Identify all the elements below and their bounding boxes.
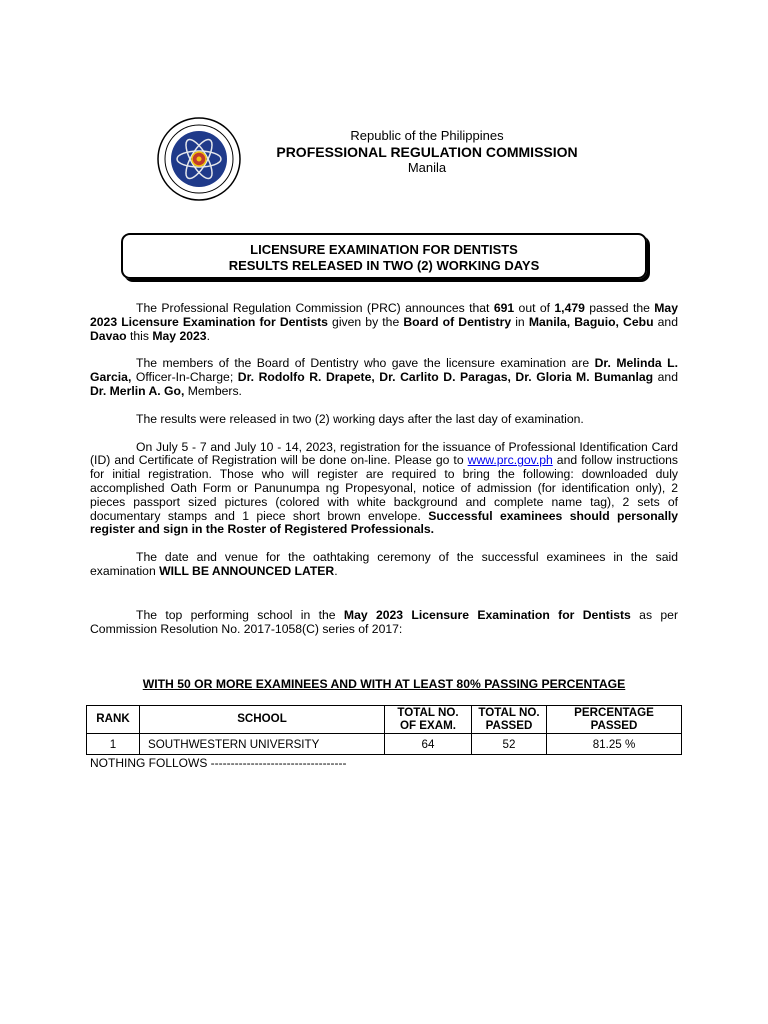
paragraph-oathtaking: The date and venue for the oathtaking ceremony of the successful examinees in the said examination WILL BE ANNOUNCED LATER. [90,550,678,578]
city-line: Manila [407,160,447,175]
prc-website-link[interactable]: www.prc.gov.ph [467,453,553,468]
paragraph-results: The Professional Regulation Commission (PRC) announces that 691 out of 1,479 passed the May 2023 Licensure Examination for Dentists given by the Board of Dentistry in Manila, Baguio, Cebu and Davao this May 2023. [90,301,678,343]
cell-school: SOUTHWESTERN UNIVERSITY [140,734,385,755]
header-total-passed: TOTAL NO. PASSED [472,706,547,734]
republic-line: Republic of the Philippines [350,128,504,143]
table-subheading: WITH 50 OR MORE EXAMINEES AND WITH AT LEAST 80% PASSING PERCENTAGE [142,677,626,691]
cell-total-passed: 52 [472,734,547,755]
cell-total-exam: 64 [385,734,472,755]
cell-rank: 1 [87,734,140,755]
header-school: SCHOOL [140,706,385,734]
paragraph-registration: On July 5 - 7 and July 10 - 14, 2023, registration for the issuance of Professional Identification Card (ID) and Certificate of Registration will be done on-line. Please go to www.prc.gov.ph and follow instructions for initial registration. Those who will register are required to bring the following: downloaded duly accomplished Oath Form or Panunumpa ng Propesyonal, notice of admission (for identification only), 2 pieces passport sized pictures (colored with white background and complete name tag), 2 sets of documentary stamps and 1 piece short brown envelope. Successful examinees should personally register and sign in the Roster of Registered Professionals. [90,439,678,537]
table-row [87,734,682,755]
paragraph-release: The results were released in two (2) working days after the last day of examination. [136,411,584,426]
announcement-body [90,302,678,650]
header-total-exam: TOTAL NO. OF EXAM. [385,706,472,734]
cell-percentage: 81.25 % [547,734,682,755]
paragraph-board-members: The members of the Board of Dentistry who gave the licensure examination are Dr. Melinda L. Garcia, Officer-In-Charge; Dr. Rodolfo R. Drapete, Dr. Carlito D. Paragas, Dr. Gloria M. Bumanlag and Dr. Merlin A. Go, Members. [90,356,678,398]
title-line-1: LICENSURE EXAMINATION FOR DENTISTS [250,242,518,257]
title-line-2: RESULTS RELEASED IN TWO (2) WORKING DAYS [228,258,540,273]
paragraph-top-school: The top performing school in the May 2023 Licensure Examination for Dentists as per Commission Resolution No. 2017-1058(C) series of 2017: [90,607,679,636]
commission-name: PROFESSIONAL REGULATION COMMISSION [276,144,578,160]
letterhead [0,128,768,176]
nothing-follows: NOTHING FOLLOWS ---------------------------------- [90,756,347,770]
header-rank: RANK [87,706,140,734]
header-percentage: PERCENTAGE PASSED [547,706,682,734]
title-box [121,233,647,279]
top-school-table [86,705,682,755]
table-header-row [87,706,682,734]
